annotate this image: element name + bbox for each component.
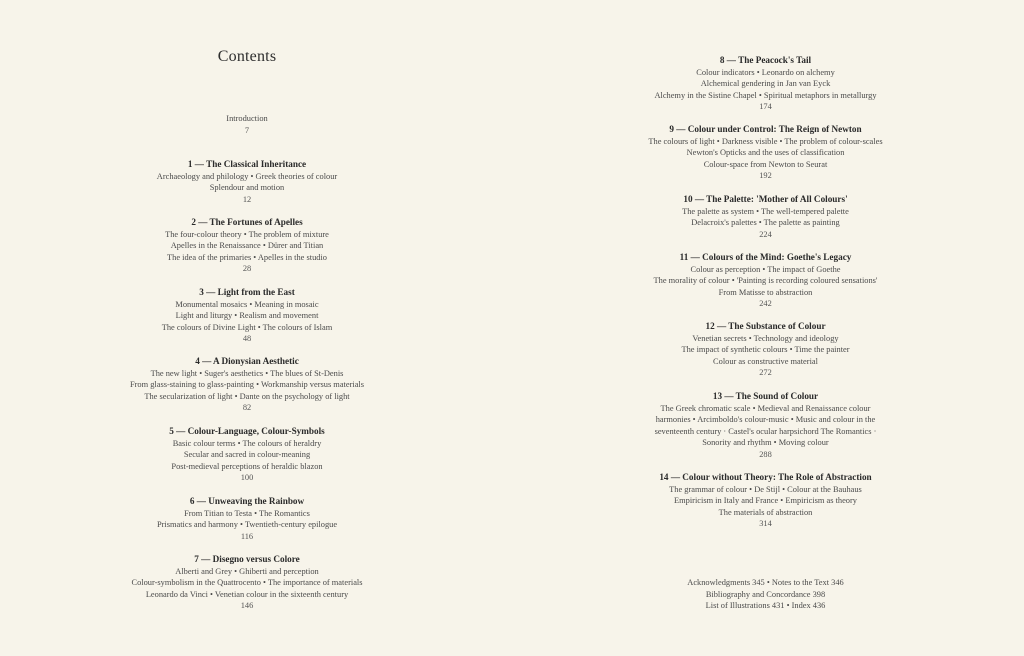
introduction-entry xyxy=(0,113,494,136)
back-matter xyxy=(512,577,1019,612)
chapter-topics: Prismatics and harmony • Twentieth-century epilogue xyxy=(156,520,338,530)
chapter-heading: 12 — The Substance of Colour xyxy=(705,321,826,331)
chapter-topics: Delacroix's palettes • The palette as painting xyxy=(691,218,840,228)
chapter-topics: Monumental mosaics • Meaning in mosaic xyxy=(175,299,319,309)
introduction-page: 7 xyxy=(244,125,250,135)
chapter-entry-2 xyxy=(0,217,494,275)
chapter-heading: 8 — The Peacock's Tail xyxy=(719,55,812,65)
chapter-page: 100 xyxy=(240,473,254,483)
chapter-topics: The colours of Divine Light • The colours of Islam xyxy=(161,322,333,332)
chapter-topics: seventeenth century · Castel's ocular harpsichord The Romantics · xyxy=(654,426,877,436)
chapter-heading: 13 — The Sound of Colour xyxy=(712,391,819,401)
chapter-topics: The idea of the primaries • Apelles in the studio xyxy=(167,252,327,262)
chapter-topics: Colour indicators • Leonardo on alchemy xyxy=(696,67,835,77)
chapter-heading: 10 — The Palette: 'Mother of All Colours' xyxy=(683,194,848,204)
chapter-entry-14 xyxy=(512,472,1019,530)
chapter-topics: The new light • Suger's aesthetics • The blues of St-Denis xyxy=(150,368,344,378)
chapter-topics: The Greek chromatic scale • Medieval and Renaissance colour xyxy=(660,403,871,413)
chapter-topics: Alchemical gendering in Jan van Eyck xyxy=(700,79,831,89)
chapter-page: 288 xyxy=(759,449,772,459)
chapter-heading: 7 — Disegno versus Colore xyxy=(194,554,300,564)
chapter-page: 314 xyxy=(759,519,772,529)
chapter-entry-10 xyxy=(512,194,1019,240)
chapter-topics: Newton's Opticks and the uses of classification xyxy=(686,148,845,158)
chapter-topics: The four-colour theory • The problem of mixture xyxy=(165,229,329,239)
chapter-topics: Archaeology and philology • Greek theories of colour xyxy=(156,171,338,181)
chapter-topics: The materials of abstraction xyxy=(718,507,813,517)
chapter-topics: The impact of synthetic colours • Time the painter xyxy=(681,345,850,355)
chapter-topics: Leonardo da Vinci • Venetian colour in the sixteenth century xyxy=(145,589,349,599)
chapter-page: 174 xyxy=(759,102,772,112)
chapter-entry-6 xyxy=(0,496,494,542)
chapter-heading: 2 — The Fortunes of Apelles xyxy=(191,217,303,227)
chapter-entry-4 xyxy=(0,356,494,414)
chapter-entry-7 xyxy=(0,554,494,612)
chapter-topics: Alchemy in the Sistine Chapel • Spiritual metaphors in metallurgy xyxy=(654,90,877,100)
chapter-page: 116 xyxy=(240,531,254,541)
chapter-topics: The morality of colour • 'Painting is recording coloured sensations' xyxy=(653,276,878,286)
chapter-page: 224 xyxy=(759,229,772,239)
chapter-topics: From glass-staining to glass-painting • Workmanship versus materials xyxy=(129,380,365,390)
chapter-topics: From Matisse to abstraction xyxy=(718,287,813,297)
chapter-heading: 11 — Colours of the Mind: Goethe's Legacy xyxy=(679,252,852,262)
chapter-page: 192 xyxy=(759,171,772,181)
chapter-topics: The palette as system • The well-tempered palette xyxy=(682,206,849,216)
right-page xyxy=(512,0,1024,656)
chapter-topics: The colours of light • Darkness visible • The problem of colour-scales xyxy=(648,136,883,146)
chapter-page: 242 xyxy=(759,299,772,309)
chapter-heading: 6 — Unweaving the Rainbow xyxy=(189,496,305,506)
chapter-heading: 9 — Colour under Control: The Reign of Newton xyxy=(669,124,862,134)
chapter-entry-11 xyxy=(512,252,1019,310)
chapter-entry-12 xyxy=(512,321,1019,379)
chapter-entry-3 xyxy=(0,287,494,345)
introduction-label: Introduction xyxy=(226,114,268,123)
chapter-topics: Splendour and motion xyxy=(209,183,285,193)
chapter-topics: Colour as constructive material xyxy=(713,356,818,366)
chapter-topics: Empiricism in Italy and France • Empiricism as theory xyxy=(674,496,857,506)
chapter-page: 48 xyxy=(242,334,252,344)
chapter-entry-5 xyxy=(0,426,494,484)
chapter-topics: From Titian to Testa • The Romantics xyxy=(184,508,310,518)
chapter-topics: Sonority and rhythm • Moving colour xyxy=(702,438,829,448)
chapter-page: 272 xyxy=(759,368,772,378)
chapter-heading: 4 — A Dionysian Aesthetic xyxy=(195,356,299,366)
chapter-page: 12 xyxy=(242,194,252,204)
chapter-entry-1 xyxy=(0,159,494,205)
chapter-entry-9 xyxy=(512,124,1019,182)
chapter-heading: 1 — The Classical Inheritance xyxy=(187,159,307,169)
chapter-topics: Alberti and Grey • Ghiberti and perception xyxy=(175,566,319,576)
chapter-entry-13 xyxy=(512,391,1019,461)
chapter-topics: Colour as perception • The impact of Goethe xyxy=(690,264,841,274)
chapter-topics: Basic colour terms • The colours of heraldry xyxy=(172,438,322,448)
chapter-entry-8 xyxy=(512,55,1019,113)
chapter-heading: 14 — Colour without Theory: The Role of Abstraction xyxy=(659,472,872,482)
chapter-topics: Colour-space from Newton to Seurat xyxy=(703,159,828,169)
chapter-topics: Venetian secrets • Technology and ideology xyxy=(692,333,839,343)
chapter-topics: harmonies • Arcimboldo's colour-music • Music and colour in the xyxy=(655,415,876,425)
chapter-topics: Colour-symbolism in the Quattrocento • The importance of materials xyxy=(131,578,363,588)
back-matter-line: Bibliography and Concordance 398 xyxy=(705,589,826,599)
chapter-topics: The secularization of light • Dante on the psychology of light xyxy=(144,391,350,401)
chapter-page: 28 xyxy=(242,264,252,274)
chapter-page: 82 xyxy=(242,403,252,413)
chapter-page: 146 xyxy=(240,601,254,611)
page-title: Contents xyxy=(217,48,277,65)
back-matter-line: List of Illustrations 431 • Index 436 xyxy=(705,601,826,611)
chapter-topics: Secular and sacred in colour-meaning xyxy=(183,450,311,460)
chapter-topics: The grammar of colour • De Stijl • Colour at the Bauhaus xyxy=(669,484,862,494)
chapter-heading: 5 — Colour-Language, Colour-Symbols xyxy=(169,426,325,436)
back-matter-line: Acknowledgments 345 • Notes to the Text 346 xyxy=(687,578,844,587)
chapter-topics: Apelles in the Renaissance • Dürer and Titian xyxy=(170,241,324,251)
chapter-topics: Light and liturgy • Realism and movement xyxy=(175,311,319,321)
chapter-topics: Post-medieval perceptions of heraldic blazon xyxy=(171,461,323,471)
chapter-heading: 3 — Light from the East xyxy=(199,287,295,297)
